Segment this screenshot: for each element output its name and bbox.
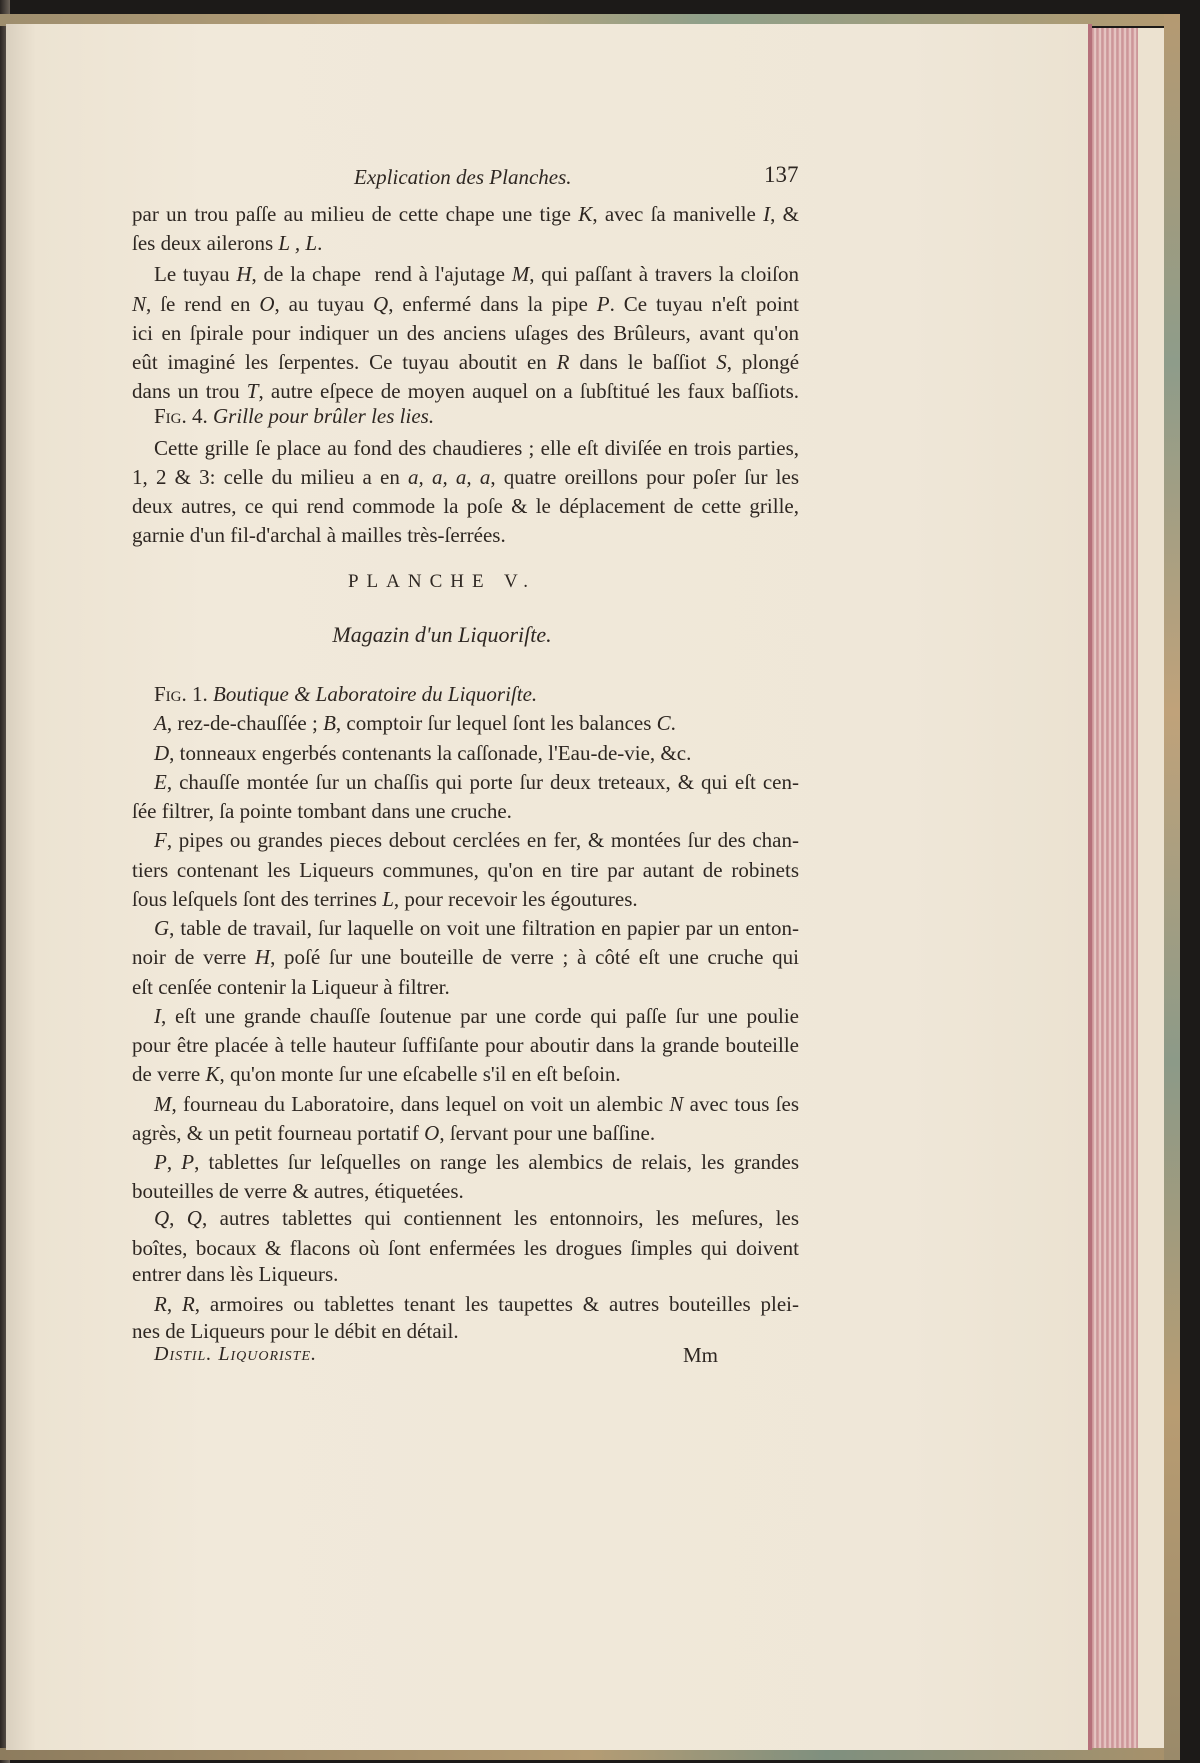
text-run: , fourneau du Laboratoire, dans lequel on voit un alembic [171,1092,670,1116]
text-line [154,1089,799,1119]
plate-title: PLANCHE V. [347,571,537,592]
text-run: , table de travail, ſur laquelle on voit une filtration en papier par un enton- [169,916,799,940]
text-run: Le tuyau [154,262,237,286]
endpaper-edge [1138,28,1164,1748]
text-line [154,1001,799,1031]
text-line [154,1289,799,1319]
italic-text: N [669,1092,684,1116]
text-run: , chauſſe montée ſur un chaſſis qui porte ſur deux treteaux, & qui eſt cen- [166,770,799,794]
italic-text: R [556,350,570,374]
text-run: eût imaginé les ſerpentes. Ce tuyau aboutit en [132,350,557,374]
text-run: dans un trou [132,379,247,403]
text-run: de verre [132,1062,206,1086]
text-run: , tonneaux engerbés contenants la caſſonade, l'Eau-de-vie, &c. [169,741,692,765]
text-run: bouteilles de verre & autres, étiquetées. [132,1179,464,1203]
text-run: ſous leſquels ſont des terrines [132,887,383,911]
text-run: Fig. 1. [154,682,214,706]
text-run: , qui paſſant à travers la cloiſon [529,262,799,286]
text-line [154,913,799,943]
text-line [154,1203,799,1233]
italic-text: H [254,945,271,969]
text-run: , comptoir ſur lequel ſont les balances [335,711,657,735]
text-line [154,825,799,855]
italic-text: E [154,770,167,794]
page-stack-edges [1092,28,1138,1748]
page-number: 137 [764,162,799,187]
text-run: , [166,1150,182,1174]
text-run: Cette grille ſe place au fond des chaudieres ; elle eſt diviſée en trois parties, [154,436,799,460]
italic-text: O [424,1121,440,1145]
italic-text: M [154,1092,172,1116]
text-line [154,401,799,431]
text-line [154,679,799,709]
italic-text: P [154,1150,167,1174]
italic-text: R [154,1292,167,1316]
italic-text: O [259,292,275,316]
text-run: , pipes ou grandes pieces debout cerclées en fer, & montées ſur des chan- [166,828,799,852]
italic-text: H [236,262,252,286]
text-run: , [166,1292,182,1316]
italic-text: F [154,828,167,852]
text-line [132,1059,799,1089]
footer-signature: Distil. Liquoriste. [154,1343,318,1365]
text-run: , tablettes ſur leſquelles on range les alembics de relais, les grandes [194,1150,800,1174]
text-run: , rez-de-chauſſée ; [166,711,324,735]
text-run: , eſt une grande chauſſe ſoutenue par une corde qui paſſe ſur une poulie [161,1004,799,1028]
italic-text: Q [373,292,389,316]
text-line [132,1176,799,1206]
italic-text: N [132,292,147,316]
text-run: . Ce tuyau n'eſt point [609,292,799,316]
text-run: Fig. 4. [154,404,214,428]
text-run: , qu'on monte ſur une eſcabelle s'il en eſt beſoin. [219,1062,621,1086]
italic-text: I [763,202,771,226]
text-line [132,318,799,348]
text-line [132,462,799,492]
text-run: , & [770,202,799,226]
marbled-cover [1164,14,1180,1760]
text-line [132,289,799,319]
text-run: , plongé [726,350,800,374]
text-line [132,491,799,521]
text-run: pour être placée à telle hauteur ſuffiſante pour aboutir dans la grande bouteille [132,1033,799,1057]
text-run: boîtes, bocaux & flacons où ſont enfermées les drogues ſimples qui doivent [132,1236,799,1260]
text-line [132,228,799,258]
italic-text: S [716,350,727,374]
italic-text: K [578,202,593,226]
italic-text: C [656,711,671,735]
text-run: noir de verre [132,945,255,969]
text-line [132,972,799,1002]
text-run: ici en ſpirale pour indiquer un des anciens uſages des Brûleurs, avant qu'on [132,321,799,345]
text-run: nes de Liqueurs pour le débit en détail. [132,1319,459,1343]
text-line [132,884,799,914]
text-line [132,1259,799,1289]
text-line [132,942,799,972]
italic-text: T [246,379,259,403]
text-run: , de la chape rend à l'ajutage [251,262,512,286]
text-run: , poſé ſur une bouteille de verre ; à côté eſt une cruche qui [270,945,799,969]
text-run: , ſe rend en [146,292,260,316]
italic-text: R [181,1292,195,1316]
text-line [132,1118,799,1148]
italic-text: Q [154,1206,170,1230]
text-run: entrer dans lès Liqueurs. [132,1262,339,1286]
text-line [154,1147,799,1177]
text-run: , [169,1206,187,1230]
text-run: , armoires ou tablettes tenant les taupettes & autres bouteilles plei- [194,1292,799,1316]
text-run: avec tous ſes [683,1092,800,1116]
text-run: , autres tablettes qui contiennent les entonnoirs, les meſures, les [201,1206,800,1230]
text-line [132,855,799,885]
text-run: , pour recevoir les égoutures. [393,887,638,911]
text-line [132,1030,799,1060]
italic-text: B [323,711,336,735]
text-line [132,199,799,229]
italic-text: Q [186,1206,202,1230]
text-run: par un trou paſſe au milieu de cette chape une tige [132,202,579,226]
italic-text: P [181,1150,195,1174]
footer-signature-mark: Mm [683,1343,719,1367]
italic-text: Boutique & Laboratoire du Liquoriſte. [213,682,538,706]
italic-text: Grille pour brûler les lies. [213,404,435,428]
text-run: tiers contenant les Liqueurs communes, qu'on en tire par autant de robinets [132,858,799,882]
text-run: deux autres, ce qui rend commode la poſe & le déplacement de cette grille, [132,494,799,518]
italic-text: P [596,292,610,316]
text-run: eſt cenſée contenir la Liqueur à filtrer. [132,975,450,999]
text-line [132,796,799,826]
text-run: , ſervant pour une baſſine. [439,1121,656,1145]
text-run: garnie d'un fil-d'archal à mailles très-ſerrées. [132,523,506,547]
text-run: , quatre oreillons pour poſer ſur les [490,465,799,489]
italic-text: D [154,741,170,765]
text-run: , enfermé dans la pipe [388,292,597,316]
italic-text: L , L [278,231,318,255]
italic-text: I [154,1004,161,1028]
italic-text: K [205,1062,220,1086]
text-run: . [670,711,676,735]
text-line [132,520,799,550]
italic-text: A [154,711,167,735]
text-run: , autre eſpece de moyen auquel on a ſubſtitué les faux baſſiots. [258,379,800,403]
text-line [154,708,799,738]
italic-text: M [511,262,530,286]
text-run: , avec ſa manivelle [592,202,764,226]
text-run: 1, 2 & 3: celle du milieu a en [132,465,409,489]
text-line [132,347,799,377]
text-run: dans le baſſiot [569,350,717,374]
text-run: . [317,231,323,255]
text-run: agrès, & un petit fourneau portatif [132,1121,425,1145]
text-line [154,738,799,768]
text-run: ſée filtrer, ſa pointe tombant dans une cruche. [132,799,512,823]
text-line [154,259,799,289]
text-line [154,433,799,463]
text-line [132,1316,799,1346]
text-run: ſes deux ailerons [132,231,279,255]
running-head: Explication des Planches. [354,165,572,189]
italic-text: G [154,916,170,940]
italic-text: L [382,887,394,911]
text-line [154,767,799,797]
plate-subtitle: Magazin d'un Liquoriſte. [332,622,552,647]
italic-text: a, a, a, a [408,465,491,489]
text-run: , au tuyau [274,292,374,316]
